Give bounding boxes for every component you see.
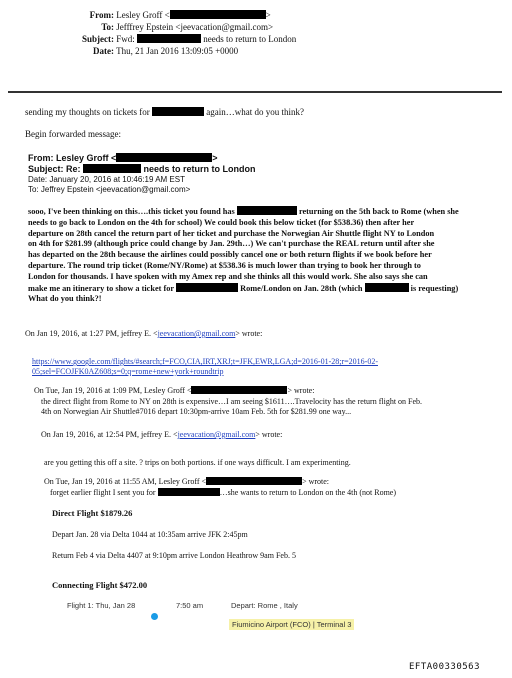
msg-line: 4th on Norwegian Air Shuttle#7016 depart 10:30pm-arrive 10am Feb. 5th for $281.99 one way...	[41, 407, 352, 416]
fwd-date-to	[28, 175, 190, 195]
flight-1-label: Flight 1: Thu, Jan 28	[67, 601, 136, 610]
msg-line: has departed on the 28th because the airlines could possibly cancel one or both return flights if we book before her	[28, 250, 432, 260]
msg-line: departure on 28th cancel the return part of her ticket and purchase the Norwegian Air Shuttle flight NY to London	[28, 228, 435, 238]
intro-line	[25, 107, 304, 118]
quote-2-intro	[34, 386, 314, 396]
date-label: Date:	[93, 46, 114, 56]
depart-line: Depart Jan. 28 via Delta 1044 at 10:35am arrive JFK 2:45pm	[52, 530, 248, 539]
document-id: EFTA00330563	[409, 662, 481, 672]
fwd-to: To: Jeffrey Epstein <jeevacation@gmail.com>	[28, 185, 191, 194]
fwd-date: Date: January 20, 2016 at 10:46:19 AM EST	[28, 175, 185, 184]
separator: |	[312, 620, 315, 629]
redaction	[116, 153, 212, 162]
quote-3-body: are you getting this off a site. ? trips on both portions. if one ways difficult. I am experimenting.	[44, 458, 351, 467]
intro-text: sending my thoughts on tickets for	[25, 107, 150, 117]
airport-name: Fiumicino Airport (FCO)	[232, 620, 311, 629]
divider	[8, 91, 502, 93]
email-link[interactable]: jeevacation@gmail.com	[157, 329, 236, 338]
msg-line: …she wants to return to London on the 4th (not Rome)	[219, 488, 397, 497]
forwarded-header	[28, 153, 256, 175]
quote-intro: On Tue, Jan 19, 2016 at 1:09 PM, Lesley Groff <	[34, 386, 192, 395]
airport-highlight	[229, 619, 354, 630]
to-value: Jefffrey Epstein <jeevacation@gmail.com>	[116, 22, 274, 32]
subject-tail: needs to return to London	[203, 34, 297, 44]
msg-line: make me an itinerary to show a ticket for	[28, 283, 174, 293]
from-tail: >	[265, 10, 271, 20]
quote-intro: On Jan 19, 2016, at 1:27 PM, jeffrey E. <	[25, 329, 158, 338]
url-link[interactable]: 05;sel=FCOJFK0AZ608;s=0;q=rome+new+york+roundtrip	[32, 367, 224, 376]
quote-intro-tail: > wrote:	[255, 430, 283, 439]
subject-label: Subject:	[82, 34, 114, 44]
return-line: Return Feb 4 via Delta 4407 at 9:10pm arrive London Heathrow 9am Feb. 5	[52, 551, 296, 560]
connecting-flight-title: Connecting Flight $472.00	[52, 580, 148, 590]
to-label: To:	[101, 22, 114, 32]
redaction	[176, 283, 238, 292]
fwd-subject-tail: needs to return to London	[143, 164, 256, 174]
quote-4-intro	[44, 477, 329, 487]
email-header	[10, 10, 296, 58]
redaction	[158, 488, 220, 496]
msg-line: What do you think?!	[28, 294, 102, 304]
quote-intro: On Jan 19, 2016, at 12:54 PM, jeffrey E. <	[41, 430, 178, 439]
fwd-subject: Subject: Re:	[28, 164, 81, 174]
fwd-from: From: Lesley Groff <	[28, 153, 117, 163]
quote-4-line	[50, 488, 396, 498]
msg-line: London for thousands. I have spoken with my Amex rep and she thinks all this would work. She also says she can	[28, 271, 428, 281]
msg-line: returning on the 5th back to Rome (when she	[298, 207, 459, 216]
msg-line: sooo, I've been thinking on this….this ticket you found has	[28, 207, 235, 216]
msg-line: on 4th for $281.99 (although price could change by Jan. 29th…) We can't purchase the REAL return until after she	[28, 239, 435, 249]
redaction	[152, 107, 204, 116]
redaction	[206, 477, 302, 485]
flight-1-time: 7:50 am	[176, 601, 204, 610]
msg-line: Rome/London on Jan. 28th (which	[240, 283, 363, 293]
quote-1-intro	[25, 329, 262, 339]
quote-intro: On Tue, Jan 19, 2016 at 11:55 AM, Lesley Groff <	[44, 477, 207, 486]
flight-search-url	[32, 357, 378, 377]
redaction	[191, 386, 287, 394]
from-value: Lesley Groff <	[116, 10, 170, 20]
msg-line: departure. The round trip ticket (Rome/NY/Rome) at $538.36 is much lower than trying to book her through to	[28, 260, 421, 270]
msg-line: the direct flight from Rome to NY on 28th is expensive…I am seeing $1611….Travelocity has the return flight on Feb.	[41, 397, 423, 406]
quote-intro-tail: > wrote:	[287, 386, 315, 395]
fwd-from-tail: >	[212, 153, 218, 163]
bold-message	[28, 206, 459, 305]
redaction	[137, 34, 201, 43]
redaction	[83, 164, 141, 173]
url-link[interactable]: https://www.google.com/flights/#search;f=FCO,CIA,IRT,XRJ;t=JFK,EWR,LGA;d=2016-01-28;r=2016-02-	[32, 357, 378, 366]
quote-3-intro	[41, 430, 282, 440]
redaction	[365, 283, 409, 292]
flight-1-depart: Depart: Rome , Italy	[231, 601, 298, 610]
date-value: Thu, 21 Jan 2016 13:09:05 +0000	[116, 46, 239, 56]
from-label: From:	[89, 10, 114, 20]
quote-intro-tail: > wrote:	[235, 329, 263, 338]
redaction	[237, 206, 297, 215]
terminal: Terminal 3	[316, 620, 352, 629]
timeline-dot-icon	[151, 613, 158, 620]
quote-2-body	[41, 397, 422, 417]
msg-line: is requesting)	[410, 283, 459, 293]
subject-prefix: Fwd:	[116, 34, 135, 44]
intro-text-tail: again…what do you think?	[206, 107, 304, 117]
msg-line: needs to go back to London on the 4th for school) We could book this below ticket (for $538.36) then after her	[28, 217, 415, 227]
quote-intro-tail: > wrote:	[302, 477, 330, 486]
direct-flight-title: Direct Flight $1879.26	[52, 508, 133, 518]
forwarded-label: Begin forwarded message:	[25, 129, 121, 139]
msg-line: forget earlier flight I sent you for	[50, 488, 156, 497]
email-link[interactable]: jeevacation@gmail.com	[177, 430, 256, 439]
redaction	[170, 10, 266, 19]
